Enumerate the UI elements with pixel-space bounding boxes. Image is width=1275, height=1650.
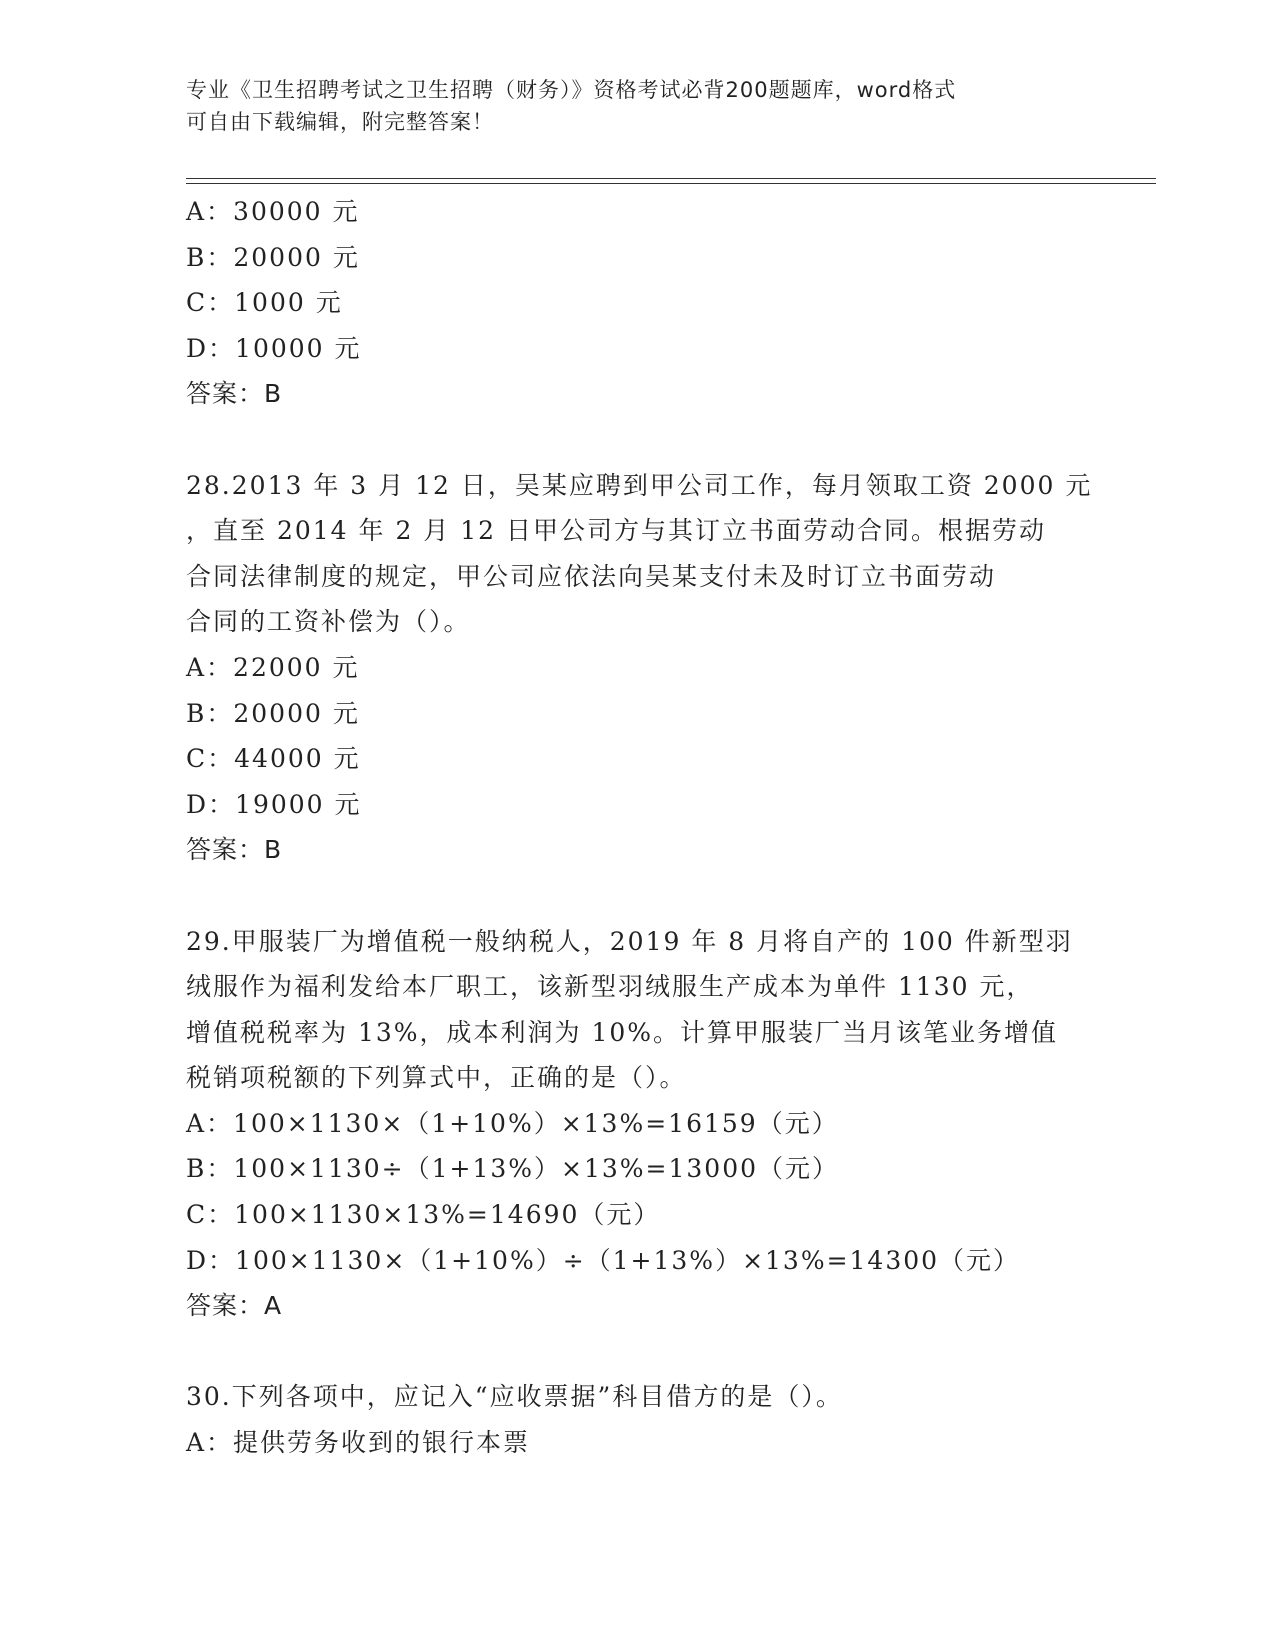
question-30 [186, 1374, 1106, 1465]
option-d: D：100×1130×（1+10%）÷（1+13%）×13%=14300（元） [186, 1245, 1021, 1275]
header-line-1: 专业《卫生招聘考试之卫生招聘（财务）》资格考试必背200题题库，word格式 [186, 78, 957, 102]
option-a: A：提供劳务收到的银行本票 [186, 1428, 531, 1458]
option-c: C：44000 元 [186, 744, 361, 774]
question-text-line: 28.2013 年 3 月 12 日，吴某应聘到甲公司工作，每月领取工资 2000 元 [186, 470, 1093, 500]
question-29 [186, 919, 1106, 1329]
option-b: B：100×1130÷（1+13%）×13%=13000（元） [186, 1154, 840, 1184]
question-text-line: ，直至 2014 年 2 月 12 日甲公司方与其订立书面劳动合同。根据劳动 [186, 516, 1047, 546]
answer-text: 答案：B [186, 379, 283, 409]
question-text-line: 合同的工资补偿为（）。 [186, 607, 471, 637]
question-text-line: 绒服作为福利发给本厂职工，该新型羽绒服生产成本为单件 1130 元， [186, 972, 1034, 1002]
option-d: D：10000 元 [186, 333, 362, 363]
question-list [186, 189, 1106, 1466]
option-a: A：30000 元 [186, 197, 360, 226]
question-text-line: 29.甲服装厂为增值税一般纳税人，2019 年 8 月将自产的 100 件新型羽 [186, 926, 1073, 956]
option-d: D：19000 元 [186, 789, 362, 819]
option-a: A：100×1130×（1+10%）×13%=16159（元） [186, 1108, 839, 1138]
question-text-line: 30.下列各项中，应记入“应收票据”科目借方的是（）。 [186, 1382, 843, 1412]
header-line-2: 可自由下载编辑，附完整答案！ [186, 110, 494, 134]
question-text-line: 合同法律制度的规定，甲公司应依法向吴某支付未及时订立书面劳动 [186, 561, 997, 591]
answer-text: 答案：B [186, 835, 283, 865]
header-divider-top [186, 178, 1156, 179]
option-c: C：100×1130×13%=14690（元） [186, 1200, 661, 1230]
option-c: C：1000 元 [186, 288, 343, 318]
question-27-tail [186, 189, 1106, 417]
option-a: A：22000 元 [186, 652, 360, 682]
question-text-line: 税销项税额的下列算式中，正确的是（）。 [186, 1063, 687, 1093]
answer-text: 答案：A [186, 1291, 283, 1321]
option-b: B：20000 元 [186, 698, 360, 728]
question-28 [186, 463, 1106, 873]
option-b: B：20000 元 [186, 242, 360, 272]
spacer [186, 417, 1106, 463]
document-header [186, 74, 1086, 138]
spacer [186, 873, 1106, 919]
question-text-line: 增值税税率为 13%，成本利润为 10%。计算甲服装厂当月该笔业务增值 [186, 1017, 1059, 1047]
spacer [186, 1329, 1106, 1375]
header-divider-bottom [186, 183, 1156, 184]
